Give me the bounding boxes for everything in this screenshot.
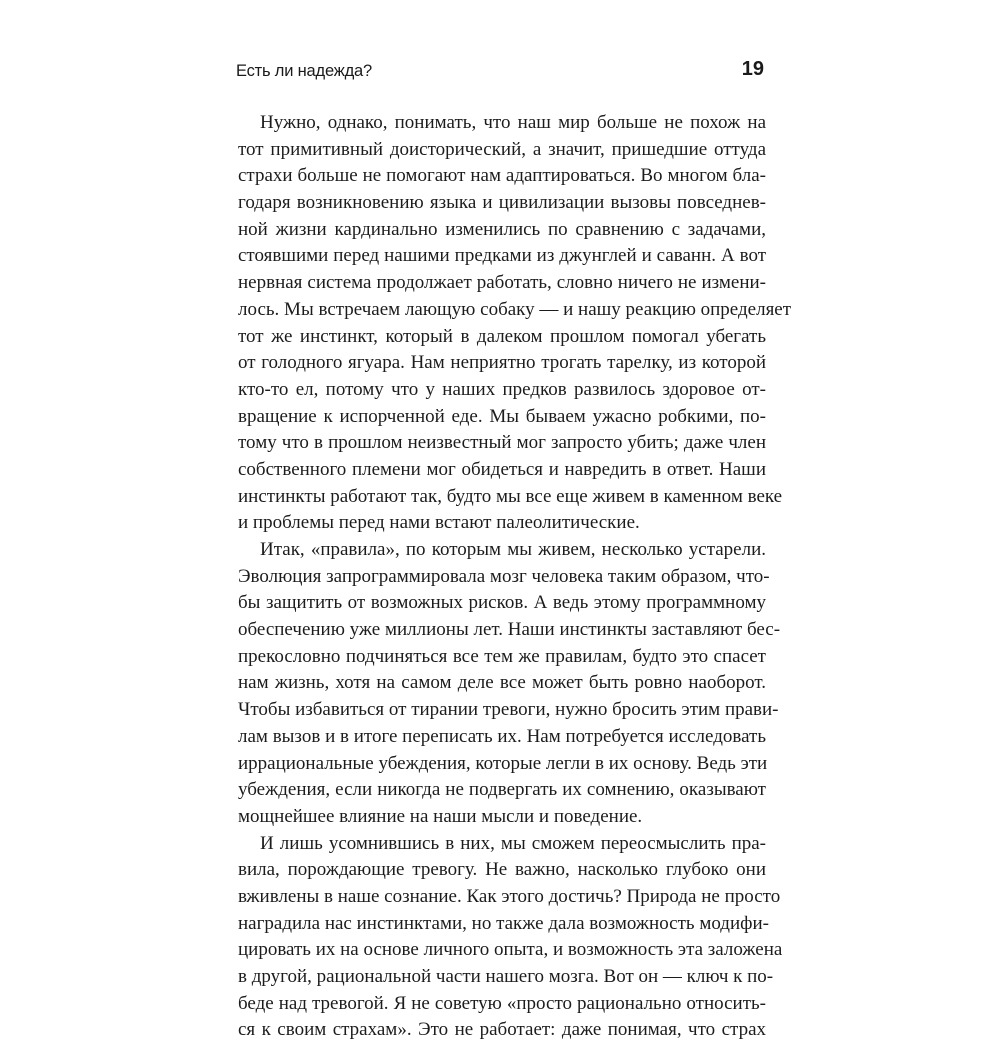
paragraph — [238, 831, 783, 1044]
text-line: тот примитивный доисторический, а значит, пришедшие оттуда — [238, 138, 766, 160]
text-line: бы защитить от возможных рисков. А ведь этому программному — [238, 592, 766, 614]
text-line: нервная система продолжает работать, словно ничего не измени- — [238, 272, 766, 294]
running-header — [236, 56, 766, 84]
text-line: иррациональные убеждения, которые легли в их основу. Ведь эти — [238, 752, 768, 774]
text-line: ной жизни кардинально изменились по сравнению с задачами, — [238, 218, 766, 240]
text-line: кто-то ел, потому что у наших предков развилось здоровое от- — [238, 378, 766, 400]
chapter-title: Есть ли надежда? — [236, 62, 372, 80]
text-line: вживлены в наше сознание. Как этого достичь? Природа не просто — [238, 885, 781, 907]
text-line: Чтобы избавиться от тирании тревоги, нужно бросить этим прави- — [238, 699, 779, 721]
text-line: Нужно, однако, понимать, что наш мир больше не похож на — [260, 112, 766, 133]
text-line: в другой, рациональной части нашего мозга. Вот он — ключ к по- — [238, 966, 774, 987]
text-line: лось. Мы встречаем лающую собаку — и нашу реакцию определяет — [238, 298, 792, 320]
text-line: И лишь усомнившись в них, мы сможем переосмыслить пра- — [260, 832, 766, 854]
text-line: мощнейшее влияние на наши мысли и поведение. — [238, 805, 643, 827]
text-line: и проблемы перед нами встают палеолитические. — [238, 512, 640, 534]
text-line: убеждения, если никогда не подвергать их сомнению, оказывают — [238, 779, 766, 801]
text-line: страхи больше не помогают нам адаптироваться. Во многом бла- — [238, 165, 766, 187]
text-line: годаря возникновению языка и цивилизации вызовы повседнев- — [238, 192, 766, 214]
text-line: цировать их на основе личного опыта, и возможность эта заложена — [238, 939, 783, 961]
text-line: прекословно подчиняться все тем же правилам, будто это спасет — [238, 645, 766, 667]
body-text — [238, 110, 792, 1044]
text-line: вила, порождающие тревогу. Не важно, насколько глубоко они — [238, 859, 766, 881]
text-line: Эволюция запрограммировала мозг человека таким образом, что- — [238, 565, 770, 587]
text-line: обеспечению уже миллионы лет. Наши инстинкты заставляют бес- — [238, 619, 781, 641]
text-line: тот же инстинкт, который в далеком прошлом помогал убегать — [238, 325, 766, 347]
text-line: собственного племени мог обидеться и навредить в ответ. Наши — [238, 458, 766, 480]
text-line: от голодного ягуара. Нам неприятно трогать тарелку, из которой — [238, 352, 766, 374]
text-line: беде над тревогой. Я не советую «просто рационально относить- — [238, 992, 766, 1014]
text-line: лам вызов и в итоге переписать их. Нам потребуется исследовать — [238, 725, 766, 747]
text-line: нам жизнь, хотя на самом деле все может быть ровно наоборот. — [238, 672, 766, 694]
text-line: вращение к испорченной еде. Мы бываем ужасно робкими, по- — [238, 405, 766, 427]
page-number: 19 — [741, 58, 764, 80]
paragraph — [238, 110, 792, 537]
text-line: наградила нас инстинктами, но также дала возможность модифи- — [238, 912, 769, 934]
paragraph — [238, 537, 781, 831]
text-line: тому что в прошлом неизвестный мог запросто убить; даже член — [238, 432, 766, 454]
text-line: стоявшими перед нашими предками из джунглей и саванн. А вот — [238, 245, 766, 267]
text-line: ся к своим страхам». Это не работает: даже понимая, что страх — [238, 1019, 766, 1041]
text-line: инстинкты работают так, будто мы все еще живем в каменном веке — [238, 485, 783, 507]
text-line: Итак, «правила», по которым мы живем, несколько устарели. — [260, 539, 766, 560]
